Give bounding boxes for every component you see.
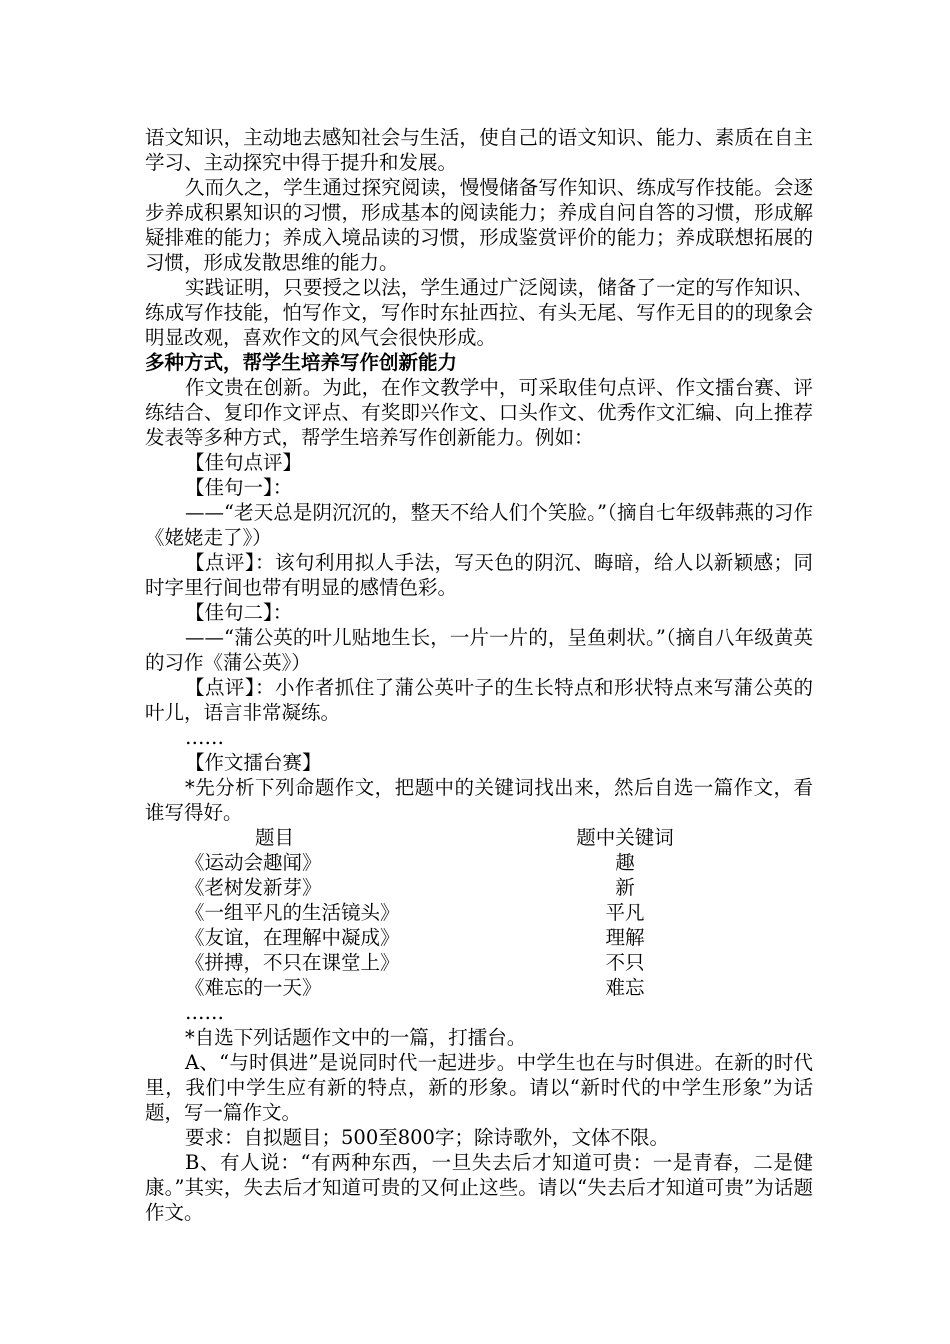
row-title: 《拼搏，不只在课堂上》	[185, 951, 400, 974]
leitai-title: 【作文擂台赛】	[185, 751, 322, 774]
paragraph-intro: 语文知识，主动地去感知社会与生活，使自己的语文知识、能力、素质在自主学习、主动探究中得于提升和发展。	[145, 126, 813, 174]
column-header-title: 题目	[255, 826, 295, 849]
table-row	[145, 850, 813, 875]
paragraph-practice: 实践证明，只要授之以法，学生通过广泛阅读，储备了一定的写作知识、练成写作技能，怕写作文，写作时东扯西拉、有头无尾、写作无目的的现象会明显改观，喜欢作文的风气会很快形成。	[145, 276, 813, 349]
leitai-intro: *先分析下列命题作文，把题中的关键词找出来，然后自选一篇作文，看谁写得好。	[145, 776, 813, 824]
table-row	[145, 875, 813, 900]
column-header-keyword: 题中关键词	[576, 826, 674, 849]
row-keyword: 平凡	[605, 901, 645, 924]
row-title: 《老树发新芽》	[185, 876, 322, 899]
requirement: 要求：自拟题目；500至800字；除诗歌外，文体不限。	[185, 1126, 669, 1149]
row-title: 《运动会趣闻》	[185, 851, 322, 874]
row-keyword: 新	[615, 876, 635, 899]
row-keyword: 趣	[615, 851, 635, 874]
table-header-row	[145, 825, 813, 850]
table-row	[145, 900, 813, 925]
section-heading: 多种方式，帮学生培养写作创新能力	[145, 351, 458, 374]
comment-1: 【点评】：该句利用拟人手法，写天色的阴沉、晦暗，给人以新颖感；同时字里行间也带有明显的感情色彩。	[145, 551, 813, 599]
row-keyword: 不只	[605, 951, 645, 974]
topic-intro: *自选下列话题作文中的一篇，打擂台。	[185, 1026, 527, 1049]
row-keyword: 难忘	[605, 976, 645, 999]
row-keyword: 理解	[605, 926, 645, 949]
jiaju-title: 【佳句点评】	[185, 451, 303, 474]
ellipsis: ……	[185, 1001, 224, 1024]
topic-a: A、“与时俱进”是说同时代一起进步。中学生也在与时俱进。在新的时代里，我们中学生应有新的特点，新的形象。请以“新时代的中学生形象”为话题，写一篇作文。	[145, 1051, 813, 1124]
paragraph-methods: 作文贵在创新。为此，在作文教学中，可采取佳句点评、作文擂台赛、评练结合、复印作文评点、有奖即兴作文、口头作文、优秀作文汇编、向上推荐发表等多种方式，帮学生培养写作创新能力。例如：	[145, 376, 813, 449]
row-title: 《友谊，在理解中凝成》	[185, 926, 400, 949]
table-row	[145, 975, 813, 1000]
table-row	[145, 925, 813, 950]
sentence-1-label: 【佳句一】：	[185, 476, 293, 499]
row-title: 《难忘的一天》	[185, 976, 322, 999]
row-title: 《一组平凡的生活镜头》	[185, 901, 400, 924]
sentence-1-quote: ——“老天总是阴沉沉的，整天不给人们个笑脸。”（摘自七年级韩燕的习作《姥姥走了》）	[145, 501, 813, 549]
ellipsis: ……	[185, 726, 224, 749]
sentence-2-quote: ——“蒲公英的叶儿贴地生长，一片一片的，呈鱼刺状。”（摘自八年级黄英的习作《蒲公英》）	[145, 626, 813, 674]
paragraph-reading-habits: 久而久之，学生通过探究阅读，慢慢储备写作知识、练成写作技能。会逐步养成积累知识的习惯，形成基本的阅读能力；养成自问自答的习惯，形成解疑排难的能力；养成入境品读的习惯，形成鉴赏评价的能力；养成联想拓展的习惯，形成发散思维的能力。	[145, 176, 813, 274]
topic-keyword-table	[145, 825, 813, 1000]
topic-b: B、有人说：“有两种东西，一旦失去后才知道可贵：一是青春，二是健康。”其实，失去后才知道可贵的又何止这些。请以“失去后才知道可贵”为话题作文。	[145, 1151, 813, 1224]
table-row	[145, 950, 813, 975]
comment-2: 【点评】：小作者抓住了蒲公英叶子的生长特点和形状特点来写蒲公英的叶儿，语言非常凝练。	[145, 676, 813, 724]
document-body	[145, 125, 813, 1225]
sentence-2-label: 【佳句二】：	[185, 601, 293, 624]
